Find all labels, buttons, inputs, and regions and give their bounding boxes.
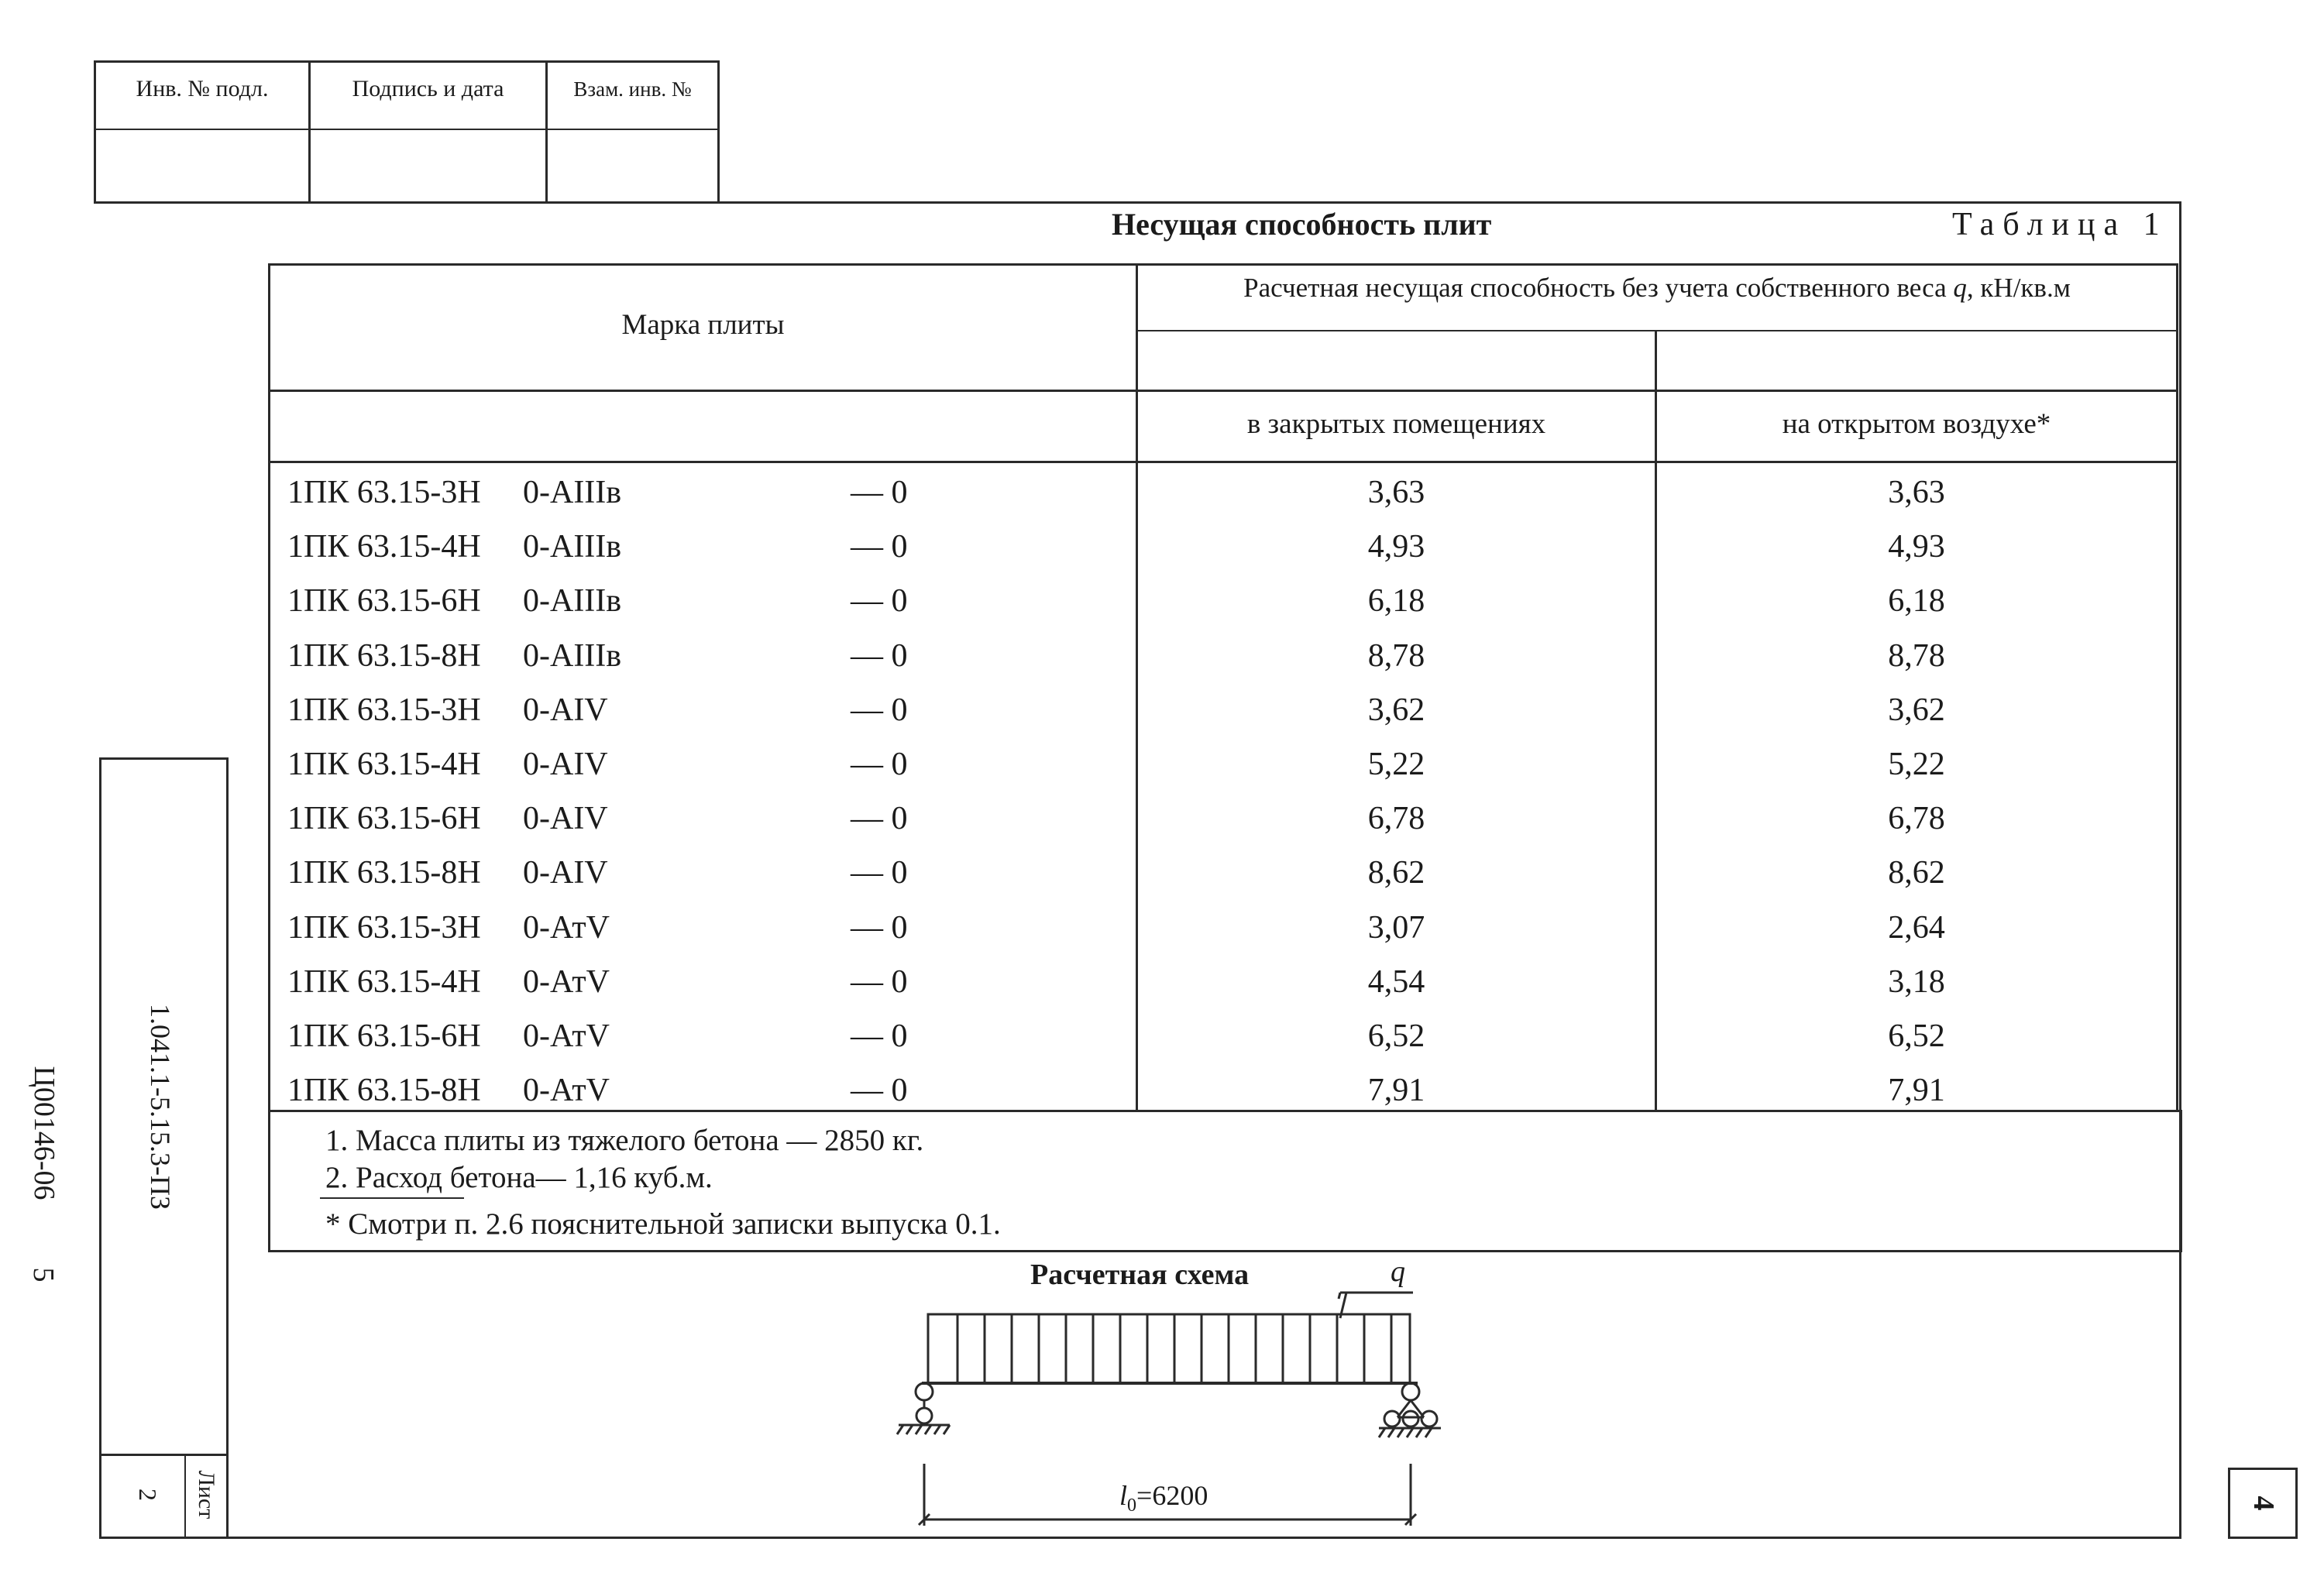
- row-suffix: — 0: [851, 910, 908, 946]
- row-suffix: — 0: [851, 964, 908, 1000]
- row-mark: 1ПК 63.15-3Н: [287, 910, 481, 946]
- span-label: [1119, 1479, 1208, 1516]
- row-steel: 0-АIIIв: [523, 475, 622, 510]
- row-steel: 0-АIV: [523, 855, 608, 891]
- header-closed: в закрытых помещениях: [1246, 408, 1546, 440]
- note-underline: [320, 1197, 464, 1199]
- row-suffix: — 0: [851, 1073, 908, 1108]
- note-1: 1. Масса плиты из тяжелого бетона — 2850 кг.: [325, 1124, 924, 1157]
- row-mark: 1ПК 63.15-6Н: [287, 583, 481, 619]
- row-open-value: 3,18: [1888, 964, 1945, 1000]
- header-open: на открытом воздухе*: [1782, 408, 2051, 440]
- row-steel: 0-АIV: [523, 747, 608, 782]
- stamp-inv-podl: Инв. № подл.: [136, 76, 269, 101]
- row-open-value: 8,78: [1888, 638, 1945, 674]
- span-subscript: 0: [1127, 1495, 1137, 1516]
- row-suffix: — 0: [851, 747, 908, 782]
- row-suffix: — 0: [851, 529, 908, 565]
- header-mark: Марка плиты: [621, 309, 785, 341]
- row-steel: 0-АтV: [523, 910, 610, 946]
- scheme-title: Расчетная схема: [1030, 1259, 1250, 1291]
- span-value: =6200: [1136, 1480, 1208, 1511]
- row-mark: 1ПК 63.15-4Н: [287, 747, 481, 782]
- row-suffix: — 0: [851, 692, 908, 728]
- row-steel: 0-АIV: [523, 801, 608, 836]
- archive-page: 5: [27, 1267, 60, 1283]
- row-open-value: 8,62: [1888, 855, 1945, 891]
- header-capacity-symbol: q: [1953, 273, 1967, 303]
- sheet-number: 2: [134, 1489, 162, 1501]
- row-closed-value: 6,52: [1367, 1018, 1425, 1054]
- row-open-value: 4,93: [1888, 529, 1945, 565]
- row-mark: 1ПК 63.15-3Н: [287, 692, 481, 728]
- note-2: 2. Расход бетона— 1,16 куб.м.: [325, 1161, 713, 1194]
- row-mark: 1ПК 63.15-3Н: [287, 475, 481, 510]
- row-suffix: — 0: [851, 801, 908, 836]
- row-steel: 0-АIIIв: [523, 583, 622, 619]
- row-open-value: 5,22: [1888, 747, 1945, 782]
- row-steel: 0-АIIIв: [523, 529, 622, 565]
- row-open-value: 3,62: [1888, 692, 1945, 728]
- row-suffix: — 0: [851, 475, 908, 510]
- row-closed-value: 6,18: [1367, 583, 1425, 619]
- row-open-value: 6,52: [1888, 1018, 1945, 1054]
- row-steel: 0-АтV: [523, 1073, 610, 1108]
- page-number: 4: [2247, 1495, 2280, 1511]
- row-closed-value: 6,78: [1367, 801, 1425, 836]
- row-open-value: 6,78: [1888, 801, 1945, 836]
- side-doc-code: 1.041.1-5.15.3-ПЗ: [145, 1003, 176, 1210]
- note-3: * Смотри п. 2.6 пояснительной записки выпуска 0.1.: [325, 1207, 1001, 1241]
- row-open-value: 3,63: [1888, 475, 1945, 510]
- row-suffix: — 0: [851, 1018, 908, 1054]
- row-steel: 0-АIV: [523, 692, 608, 728]
- row-suffix: — 0: [851, 855, 908, 891]
- header-capacity: [1138, 273, 2176, 304]
- row-closed-value: 4,93: [1367, 529, 1425, 565]
- row-mark: 1ПК 63.15-8Н: [287, 638, 481, 674]
- table-number: Таблица 1: [1952, 207, 2168, 242]
- row-suffix: — 0: [851, 583, 908, 619]
- span-symbol: l: [1119, 1480, 1128, 1511]
- row-open-value: 6,18: [1888, 583, 1945, 619]
- row-steel: 0-АIIIв: [523, 638, 622, 674]
- row-suffix: — 0: [851, 638, 908, 674]
- row-mark: 1ПК 63.15-8Н: [287, 1073, 481, 1108]
- sheet-label: Лист: [194, 1470, 219, 1519]
- row-closed-value: 3,07: [1367, 910, 1425, 946]
- row-mark: 1ПК 63.15-6Н: [287, 801, 481, 836]
- stamp-podpis-data: Подпись и дата: [352, 76, 504, 101]
- row-mark: 1ПК 63.15-4Н: [287, 964, 481, 1000]
- row-closed-value: 3,63: [1367, 475, 1425, 510]
- row-mark: 1ПК 63.15-4Н: [287, 529, 481, 565]
- row-mark: 1ПК 63.15-6Н: [287, 1018, 481, 1054]
- row-closed-value: 8,78: [1367, 638, 1425, 674]
- row-closed-value: 4,54: [1367, 964, 1425, 1000]
- row-open-value: 2,64: [1888, 910, 1945, 946]
- stamp-vzam-inv: Взам. инв. №: [573, 77, 692, 101]
- row-closed-value: 3,62: [1367, 692, 1425, 728]
- archive-code: Ц00146-06: [28, 1066, 60, 1200]
- row-closed-value: 7,91: [1367, 1073, 1425, 1108]
- row-mark: 1ПК 63.15-8Н: [287, 855, 481, 891]
- row-closed-value: 5,22: [1367, 747, 1425, 782]
- row-open-value: 7,91: [1888, 1073, 1945, 1108]
- table-title: Несущая способность плит: [1112, 207, 1492, 242]
- load-symbol: q: [1391, 1255, 1405, 1288]
- row-steel: 0-АтV: [523, 1018, 610, 1054]
- row-steel: 0-АтV: [523, 964, 610, 1000]
- row-closed-value: 8,62: [1367, 855, 1425, 891]
- header-capacity-unit: , кН/кв.м: [1966, 273, 2071, 303]
- header-capacity-prefix: Расчетная несущая способность без учета собственного веса: [1243, 273, 1954, 303]
